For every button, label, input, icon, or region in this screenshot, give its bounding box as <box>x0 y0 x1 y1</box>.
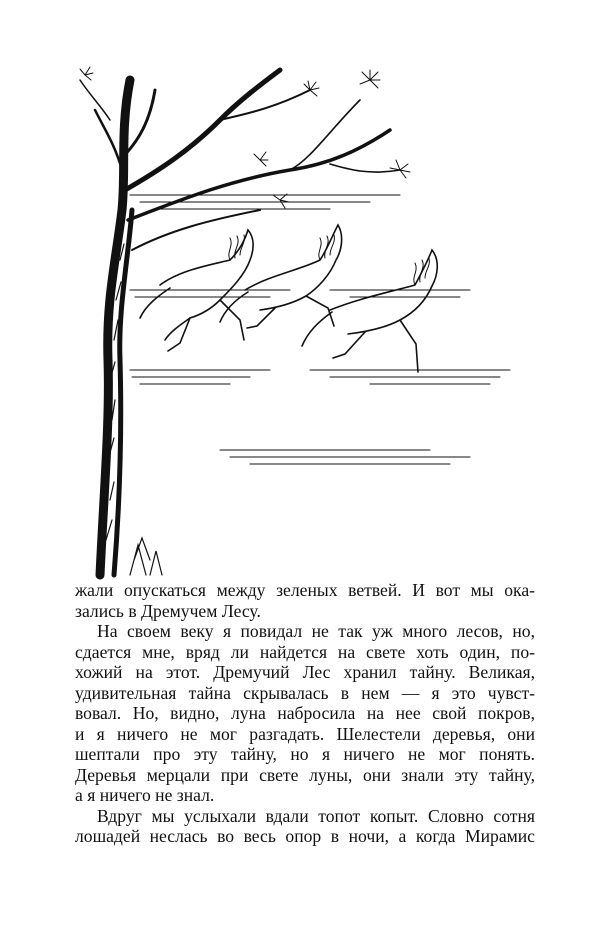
text-line: лошадей неслась во весь опор в ночи, а когда Мирамис <box>75 826 535 846</box>
text-line: Деревья мерцали при свете луны, они знали эту тайну, <box>75 764 535 785</box>
tree-and-galloping-horses-ink-drawing-icon <box>70 60 540 580</box>
text-line: зались в Дремучем Лесу. <box>75 600 261 621</box>
text-line: хожий на этот. Дремучий Лес хранил тайну. Великая, <box>75 662 535 682</box>
text-line: удивительная тайна скрывалась в нем — я это чувст- <box>75 682 535 703</box>
text-line: жали опускаться между зеленых ветвей. И вот мы ока- <box>75 580 535 600</box>
body-text <box>75 580 535 847</box>
text-line: а я ничего не знал. <box>75 785 215 805</box>
paragraph-1 <box>75 580 535 621</box>
text-line: На своем веку я повидал не так уж много лесов, но, <box>97 621 535 641</box>
text-line: шептали про эту тайну, но я ничего не мог понять. <box>75 744 535 764</box>
text-line: вовал. Но, видно, луна набросила на нее свой покров, <box>75 703 535 723</box>
paragraph-3 <box>75 806 535 847</box>
paragraph-2 <box>75 621 535 806</box>
text-line: Вдруг мы услыхали вдали топот копыт. Словно сотня <box>97 805 535 826</box>
text-line: сдается мне, вряд ли найдется на свете хоть один, по- <box>75 641 535 662</box>
text-line: и я ничего не мог разгадать. Шелестели деревья, они <box>75 723 535 744</box>
